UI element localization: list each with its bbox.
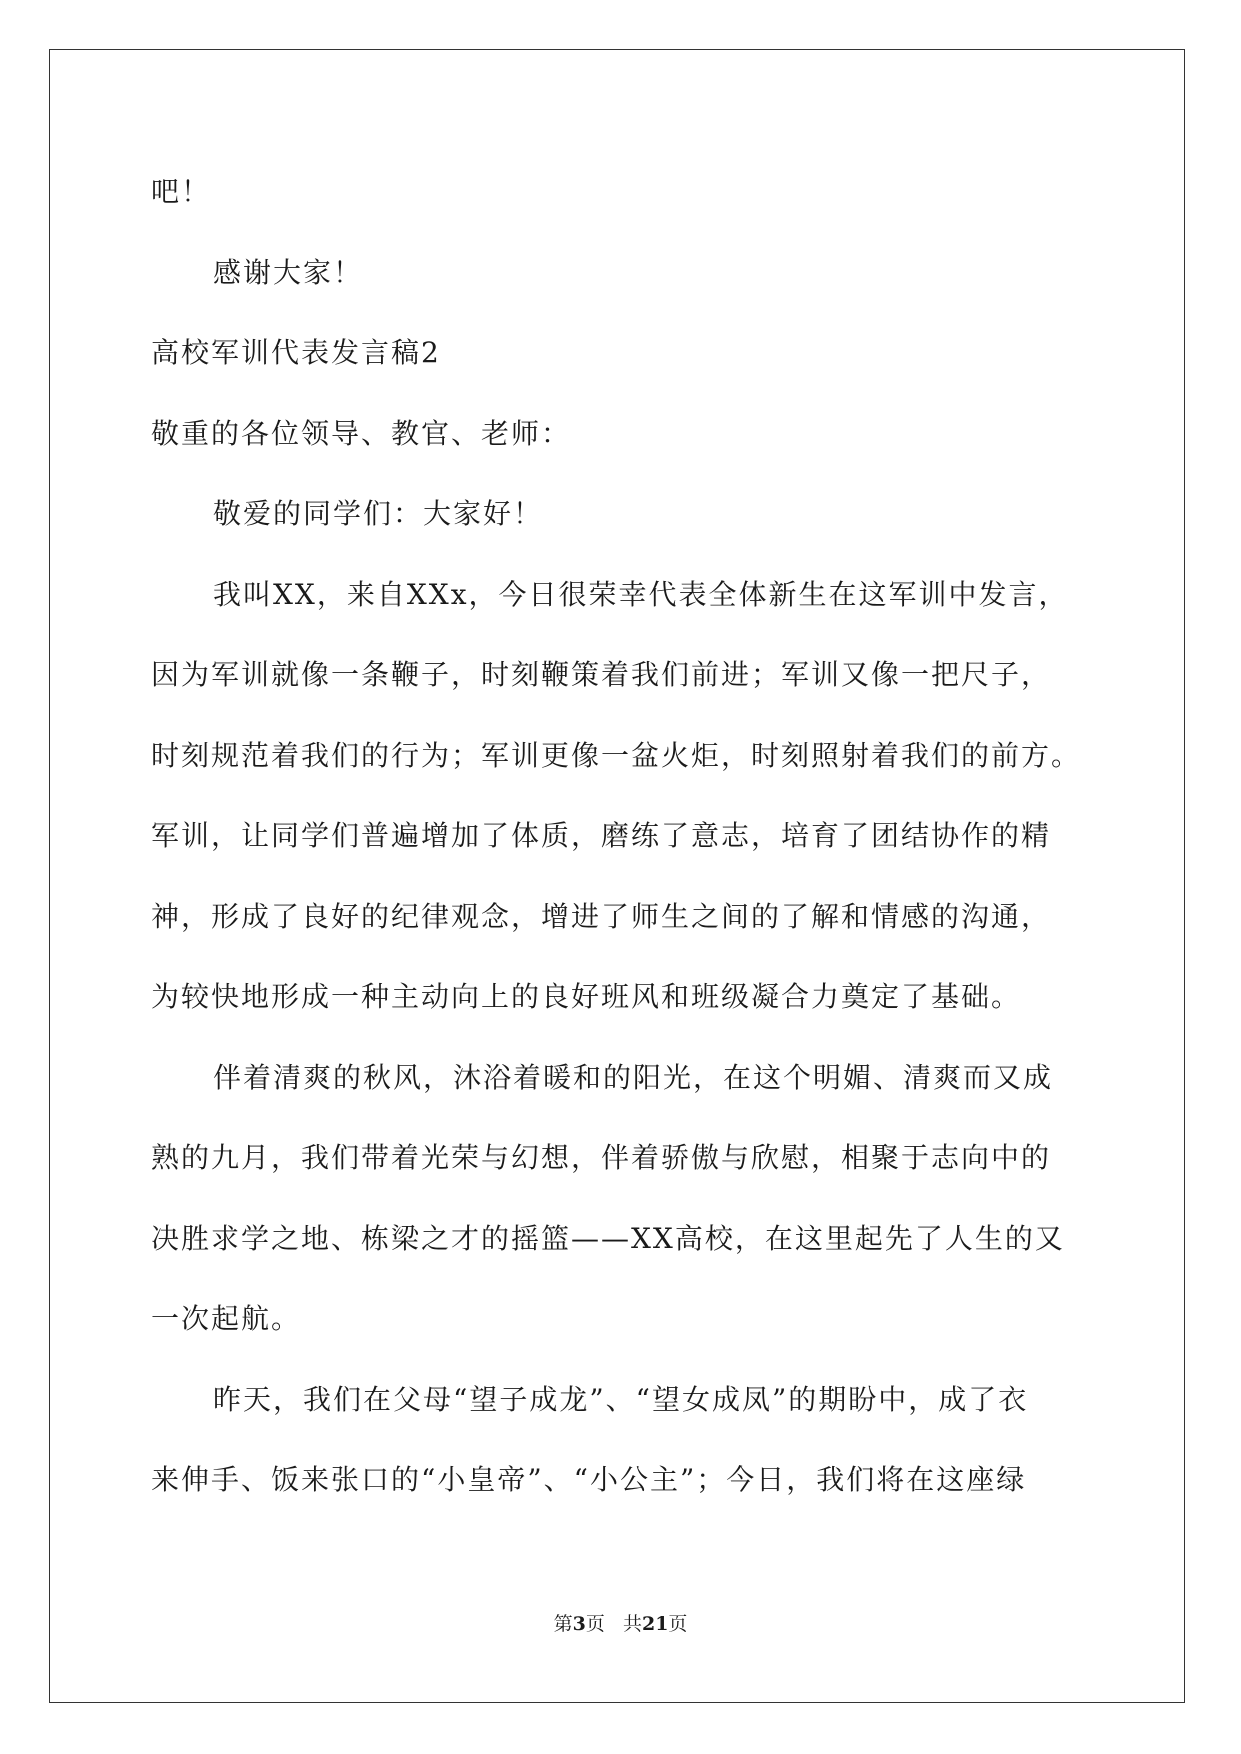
text-line: 熟的九月，我们带着光荣与幻想，伴着骄傲与欣慰，相聚于志向中的 xyxy=(151,1141,1052,1174)
text-line: 伴着清爽的秋风，沐浴着暖和的阳光，在这个明媚、清爽而又成 xyxy=(213,1061,1054,1094)
footer-prefix: 第 xyxy=(553,1613,573,1635)
text-line: 因为军训就像一条鞭子，时刻鞭策着我们前进；军训又像一把尺子， xyxy=(151,658,1052,691)
text-line-continuation: 吧！ xyxy=(151,175,212,208)
text-line-thanks: 感谢大家！ xyxy=(213,256,364,289)
text-line: 神，形成了良好的纪律观念，增进了师生之间的了解和情感的沟通， xyxy=(151,900,1052,933)
text-line: 时刻规范着我们的行为；军训更像一盆火炬，时刻照射着我们的前方。 xyxy=(151,739,1082,772)
page-footer xyxy=(0,1612,1241,1636)
text-line: 来伸手、饭来张口的“小皇帝”、“小公主”；今日，我们将在这座绿 xyxy=(151,1463,1027,1496)
text-line: 一次起航。 xyxy=(151,1302,302,1335)
text-line: 昨天，我们在父母“望子成龙”、“望女成凤”的期盼中，成了衣 xyxy=(213,1383,1029,1416)
salutation-students: 敬爱的同学们：大家好！ xyxy=(213,497,544,530)
text-line: 为较快地形成一种主动向上的良好班风和班级凝合力奠定了基础。 xyxy=(151,980,1022,1013)
salutation-leaders: 敬重的各位领导、教官、老师： xyxy=(151,417,572,450)
footer-page-number: 3 xyxy=(572,1613,586,1635)
footer-total-pages: 21 xyxy=(641,1613,669,1635)
speech-title: 高校军训代表发言稿2 xyxy=(151,336,441,369)
footer-total-suffix: 页 xyxy=(668,1613,688,1635)
text-line: 我叫XX，来自XXx，今日很荣幸代表全体新生在这军训中发言， xyxy=(213,578,1069,611)
text-line: 军训，让同学们普遍增加了体质，磨练了意志，培育了团结协作的精 xyxy=(151,819,1052,852)
footer-page-suffix: 页 xyxy=(585,1613,605,1635)
text-line: 决胜求学之地、栋梁之才的摇篮——XX高校，在这里起先了人生的又 xyxy=(151,1222,1065,1255)
footer-total-prefix: 共 xyxy=(622,1613,642,1635)
page-border xyxy=(49,49,1185,1703)
